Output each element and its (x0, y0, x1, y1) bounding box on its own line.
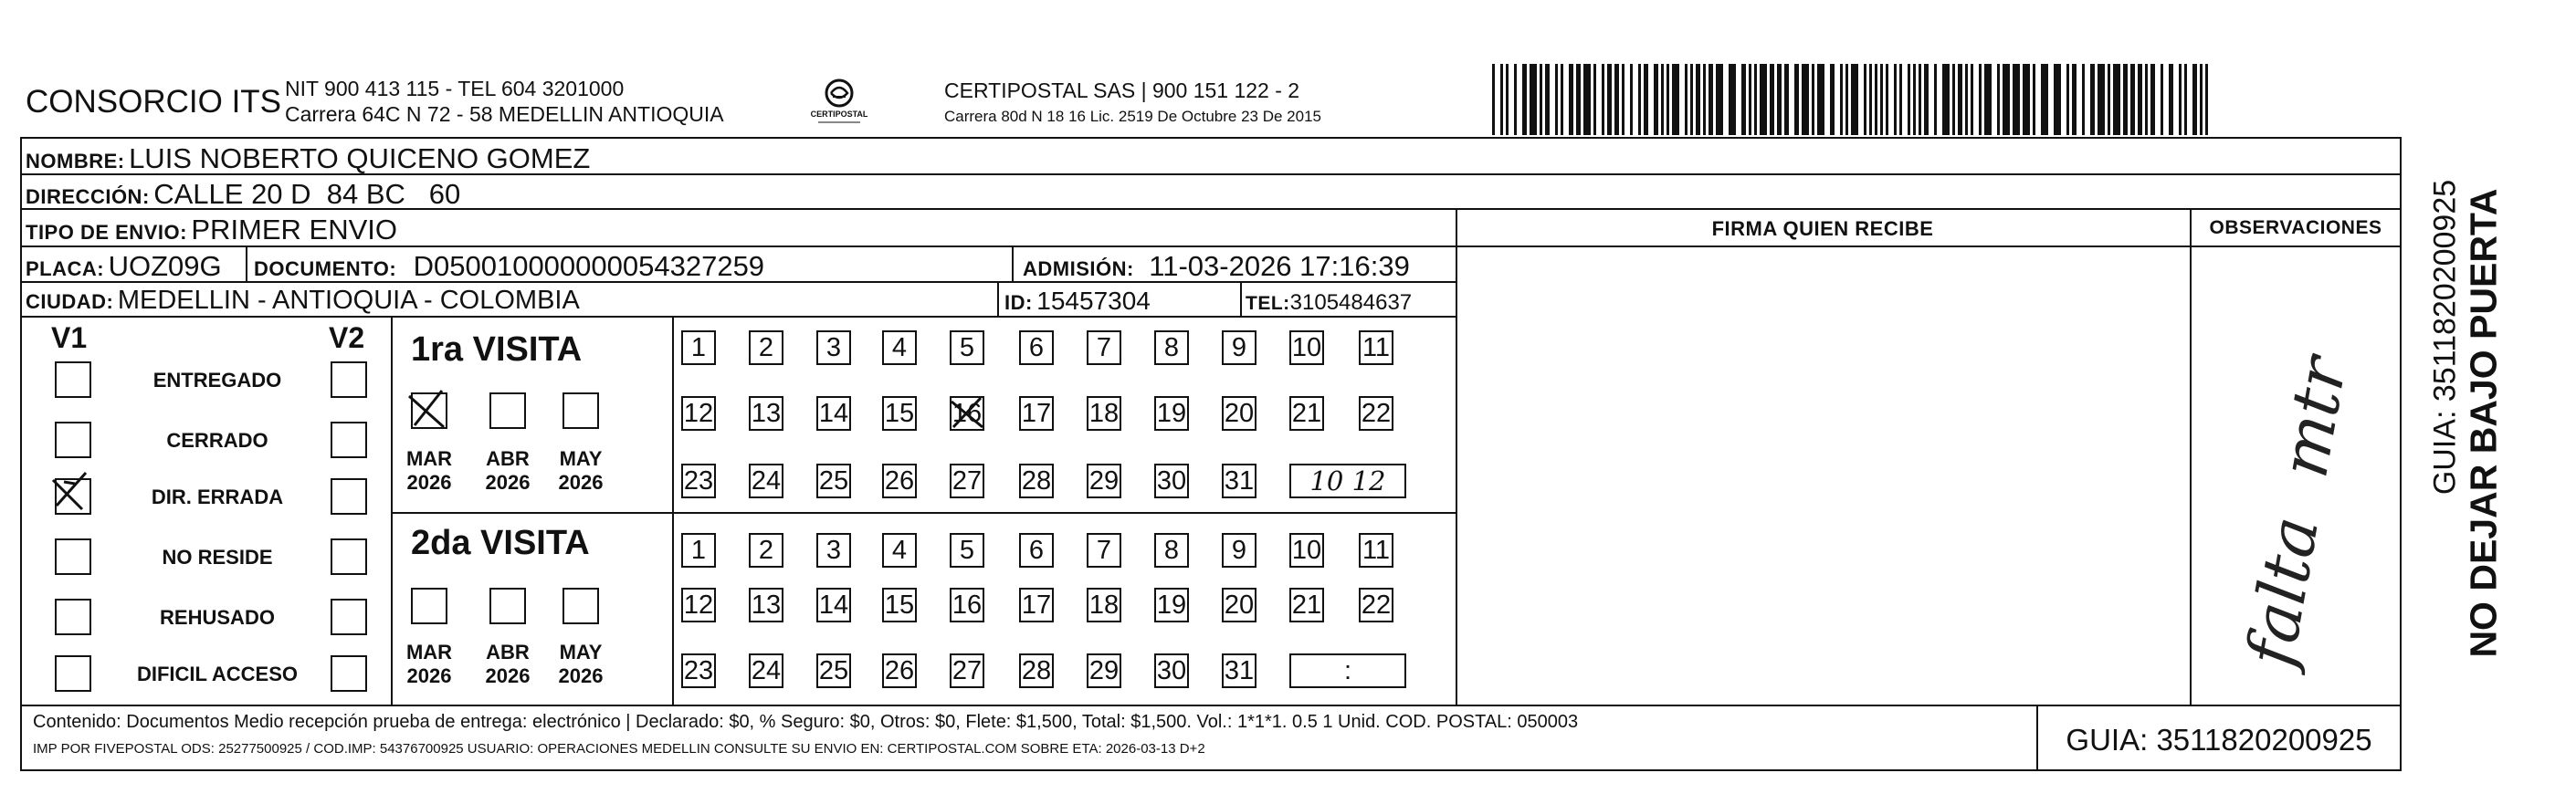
firma-header: FIRMA QUIEN RECIBE (1711, 217, 1934, 240)
barcode-bar (1614, 64, 1619, 135)
day-box[interactable]: 6 (1019, 330, 1054, 365)
day-box[interactable]: 2 (749, 330, 783, 365)
day-box[interactable]: 14 (816, 588, 851, 622)
barcode-bar (1812, 64, 1814, 135)
day-box[interactable]: 4 (882, 533, 917, 568)
barcode-bar (2184, 64, 2187, 135)
company-line-2: Carrera 64C N 72 - 58 MEDELLIN ANTIOQUIA (285, 102, 724, 126)
day-box[interactable]: 31 (1222, 653, 1256, 688)
day-box[interactable]: 8 (1154, 330, 1189, 365)
tipo-label: TIPO DE ENVIO: (26, 221, 187, 244)
month-checkbox-may[interactable] (563, 392, 599, 429)
documento-cell (254, 250, 764, 283)
day-box[interactable]: 1 (681, 330, 716, 365)
day-box[interactable]: 15 (882, 396, 917, 431)
placa-value: UOZ09G (108, 250, 222, 282)
barcode-bar (1685, 64, 1688, 135)
barcode-bar (2192, 64, 2197, 135)
barcode-bar (1869, 64, 1872, 135)
tipo-row (26, 214, 397, 246)
status-option-label: DIFICIL ACCESO (136, 663, 298, 685)
day-box[interactable]: 7 (1087, 533, 1121, 568)
month-year: 2026 (558, 471, 604, 494)
day-box[interactable]: 4 (882, 330, 917, 365)
barcode-bar (1880, 64, 1883, 135)
nombre-value: LUIS NOBERTO QUICENO GOMEZ (129, 142, 591, 174)
day-box[interactable]: 20 (1222, 396, 1256, 431)
barcode-bar (1709, 64, 1713, 135)
barcode-bar (1965, 64, 1968, 135)
barcode-bar (1830, 64, 1835, 135)
day-box[interactable]: 21 (1289, 396, 1324, 431)
day-box[interactable]: 3 (816, 330, 851, 365)
v2-checkbox[interactable] (331, 361, 367, 398)
month-label (478, 447, 537, 495)
v1-checkbox[interactable] (55, 361, 91, 398)
month-checkbox-mar[interactable] (411, 392, 447, 429)
id-label: ID: (1004, 291, 1033, 314)
v2-header: V2 (329, 321, 365, 354)
barcode-bar (2150, 64, 2155, 135)
barcode-bar (1555, 64, 1558, 135)
barcode-bar (1622, 64, 1624, 135)
barcode-bar (1794, 64, 1799, 135)
barcode-bar (1540, 64, 1542, 135)
barcode-bar (1716, 64, 1723, 135)
day-box[interactable]: 29 (1087, 653, 1121, 688)
barcode-bar (1908, 64, 1910, 135)
barcode-bar (1760, 64, 1767, 135)
barcode-bar (2033, 64, 2035, 135)
day-box[interactable]: 29 (1087, 464, 1121, 498)
barcode-bar (1749, 64, 1751, 135)
side-warning (2405, 146, 2570, 694)
barcode-bar (1971, 64, 1973, 135)
barcode-bar (1817, 64, 1824, 135)
barcode-bar (1500, 64, 1503, 135)
status-option-label: NO RESIDE (162, 546, 273, 569)
barcode-bar (1729, 64, 1736, 135)
handwritten-observation (2201, 274, 2392, 675)
footer-guia: GUIA: 3511820200925 (2066, 723, 2372, 757)
day-box[interactable]: 12 (681, 588, 716, 622)
tel-label: TEL: (1246, 293, 1290, 314)
barcode-bar (1696, 64, 1700, 135)
barcode-bar (2098, 64, 2105, 135)
day-box[interactable]: 11 (1359, 533, 1393, 568)
barcode-bar (2138, 64, 2142, 135)
v1-checkbox[interactable] (55, 422, 91, 458)
barcode-bar (1661, 64, 1664, 135)
v2-checkbox[interactable] (331, 538, 367, 575)
barcode-bar (2023, 64, 2030, 135)
month-year: 2026 (406, 471, 452, 494)
footer-line-1: Contenido: Documentos Medio recepción prueba de entrega: electrónico | Declarado: $0, % Seguro: $0, Otros: $0, Flete: $1,500, Total: $1,500. Vol.: 1*1*1. 0.5 1 Unid. COD. POSTAL: 050003 (33, 712, 1579, 732)
barcode-bar (1894, 64, 1897, 135)
barcode-bar (1545, 64, 1550, 135)
barcode-bar (1875, 64, 1877, 135)
documento-value: D050010000000054327259 (413, 250, 765, 282)
barcode-bar (2090, 64, 2095, 135)
day-box[interactable]: 16 (950, 396, 984, 431)
barcode-bar (1630, 64, 1633, 135)
barcode-bar (1997, 64, 2000, 135)
barcode-bar (1958, 64, 1962, 135)
barcode-bar (1770, 64, 1774, 135)
barcode-bar (2072, 64, 2077, 135)
barcode-bar (2066, 64, 2069, 135)
documento-label: DOCUMENTO: (254, 257, 397, 280)
company-line-1: NIT 900 413 115 - TEL 604 3201000 (285, 77, 625, 100)
barcode-bar (2041, 64, 2048, 135)
month-name: ABR (486, 641, 530, 663)
barcode-bar (1667, 64, 1669, 135)
month-label (552, 641, 610, 688)
barcode-bar (1777, 64, 1782, 135)
day-box[interactable]: 27 (950, 653, 984, 688)
day-box[interactable]: 9 (1222, 330, 1256, 365)
time-field[interactable]: 10 12 (1289, 464, 1406, 498)
month-checkbox-abr[interactable] (489, 392, 526, 429)
month-name: ABR (486, 447, 530, 470)
barcode-bar (2200, 64, 2203, 135)
id-value: 15457304 (1036, 287, 1151, 315)
v1-header: V1 (51, 321, 88, 354)
barcode (1492, 64, 2223, 137)
barcode-bar (1561, 64, 1563, 135)
nombre-row (26, 142, 590, 175)
barcode-bar (2003, 64, 2010, 135)
month-checkbox-abr[interactable] (489, 588, 526, 624)
admision-label: ADMISIÓN: (1023, 257, 1134, 280)
barcode-bar (1593, 64, 1596, 135)
day-box[interactable]: 17 (1019, 588, 1054, 622)
tipo-value: PRIMER ENVIO (191, 214, 398, 246)
day-box[interactable]: 14 (816, 396, 851, 431)
day-box[interactable]: 25 (816, 653, 851, 688)
cross-mark-icon (950, 396, 984, 431)
day-box[interactable]: 26 (882, 464, 917, 498)
v1-checkbox[interactable] (55, 538, 91, 575)
barcode-bar (1583, 64, 1591, 135)
barcode-bar (1919, 64, 1921, 135)
day-box[interactable]: 13 (749, 588, 783, 622)
day-box[interactable]: 28 (1019, 464, 1054, 498)
barcode-bar (1690, 64, 1693, 135)
barcode-bar (1924, 64, 1929, 135)
status-option-label: DIR. ERRADA (151, 486, 284, 508)
day-box[interactable]: 19 (1154, 588, 1189, 622)
day-box[interactable]: 18 (1087, 588, 1121, 622)
nombre-label: NOMBRE: (26, 150, 125, 172)
carrier-line-1: CERTIPOSTAL SAS | 900 151 122 - 2 (944, 78, 1300, 102)
day-box[interactable]: 15 (882, 588, 917, 622)
barcode-bar (1576, 64, 1581, 135)
day-box[interactable]: 28 (1019, 653, 1054, 688)
day-box[interactable]: 10 (1289, 330, 1324, 365)
barcode-bar (1979, 64, 1982, 135)
month-name: MAY (559, 641, 603, 663)
barcode-bar (1942, 64, 1950, 135)
barcode-bar (1654, 64, 1658, 135)
day-box[interactable]: 24 (749, 464, 783, 498)
company-name: CONSORCIO ITS (26, 84, 282, 120)
footer-line-2: IMP POR FIVEPOSTAL ODS: 25277500925 / COD.IMP: 54376700925 USUARIO: OPERACIONES MEDELLIN CONSULTE SU ENVIO EN: CERTIPOSTAL.COM SOBRE ETA: 2026-03-13 D+2 (33, 741, 1205, 757)
status-option-label: REHUSADO (160, 606, 275, 629)
barcode-bar (1644, 64, 1648, 135)
status-option-label: ENTREGADO (152, 369, 282, 392)
carrier-line-2: Carrera 80d N 18 16 Lic. 2519 De Octubre 23 De 2015 (944, 108, 1321, 125)
handwritten-text: falta mtr (2231, 351, 2361, 673)
barcode-bar (2054, 64, 2061, 135)
day-box[interactable]: 22 (1359, 588, 1393, 622)
placa-label: PLACA: (26, 257, 105, 280)
barcode-bar (1952, 64, 1955, 135)
day-box[interactable]: 5 (950, 533, 984, 568)
certipostal-logo (809, 77, 869, 128)
month-label (552, 447, 610, 495)
day-box[interactable]: 11 (1359, 330, 1393, 365)
v2-checkbox[interactable] (331, 422, 367, 458)
check-mark-icon (51, 475, 88, 511)
day-box[interactable]: 23 (681, 464, 716, 498)
barcode-bar (1638, 64, 1641, 135)
visit-2-title: 2da VISITA (411, 524, 590, 562)
day-box[interactable]: 10 (1289, 533, 1324, 568)
month-label (400, 641, 458, 688)
admision-cell (1023, 250, 1410, 283)
barcode-bar (2082, 64, 2085, 135)
month-name: MAR (405, 641, 453, 663)
month-name: MAR (405, 447, 453, 470)
month-year: 2026 (485, 471, 531, 494)
day-box[interactable]: 22 (1359, 396, 1393, 431)
day-box[interactable]: 17 (1019, 396, 1054, 431)
status-option-label: CERRADO (166, 429, 268, 452)
v2-checkbox[interactable] (331, 478, 367, 515)
day-box[interactable]: 7 (1087, 330, 1121, 365)
v1-checkbox[interactable] (55, 478, 91, 515)
day-box[interactable]: 25 (816, 464, 851, 498)
barcode-bar (2123, 64, 2128, 135)
side-guia: GUIA: 3511820200925 (2427, 179, 2463, 496)
day-box[interactable]: 24 (749, 653, 783, 688)
day-box[interactable]: 31 (1222, 464, 1256, 498)
ciudad-label: CIUDAD: (26, 290, 114, 313)
barcode-bar (2130, 64, 2135, 135)
day-box[interactable]: 5 (950, 330, 984, 365)
barcode-bar (2145, 64, 2148, 135)
day-box[interactable]: 30 (1154, 464, 1189, 498)
barcode-bar (1741, 64, 1746, 135)
barcode-bar (1864, 64, 1866, 135)
month-year: 2026 (406, 664, 452, 687)
logo-text: CERTIPOSTAL (810, 110, 868, 119)
month-year: 2026 (558, 664, 604, 687)
day-box[interactable]: 2 (749, 533, 783, 568)
barcode-bar (2179, 64, 2182, 135)
time-field[interactable]: : (1289, 653, 1406, 688)
barcode-bar (1602, 64, 1604, 135)
barcode-bar (1784, 64, 1789, 135)
day-box[interactable]: 21 (1289, 588, 1324, 622)
barcode-bar (1984, 64, 1992, 135)
direccion-value: CALLE 20 D 84 BC 60 (153, 178, 461, 210)
day-box[interactable]: 13 (749, 396, 783, 431)
barcode-bar (1754, 64, 1757, 135)
day-box[interactable]: 16 (950, 588, 984, 622)
v2-checkbox[interactable] (331, 599, 367, 635)
direccion-label: DIRECCIÓN: (26, 185, 150, 208)
tel-value: 3105484637 (1289, 290, 1413, 315)
barcode-bar (1569, 64, 1573, 135)
day-box[interactable]: 23 (681, 653, 716, 688)
day-box[interactable]: 27 (950, 464, 984, 498)
side-title: NO DEJAR BAJO PUERTA (2462, 188, 2505, 658)
barcode-bar (1703, 64, 1706, 135)
day-box[interactable]: 19 (1154, 396, 1189, 431)
direccion-row (26, 178, 460, 211)
id-cell (1004, 287, 1151, 316)
day-box[interactable]: 18 (1087, 396, 1121, 431)
barcode-bar (1522, 64, 1527, 135)
barcode-bar (1672, 64, 1679, 135)
visit-1-title: 1ra VISITA (411, 330, 583, 369)
barcode-bar (1899, 64, 1902, 135)
tel-cell (1246, 290, 1412, 316)
day-box[interactable]: 3 (816, 533, 851, 568)
day-box[interactable]: 6 (1019, 533, 1054, 568)
month-label (478, 641, 537, 688)
observaciones-header: OBSERVACIONES (2209, 217, 2382, 238)
barcode-bar (1514, 64, 1517, 135)
placa-cell (26, 250, 222, 283)
month-year: 2026 (485, 664, 531, 687)
barcode-bar (1492, 64, 1495, 135)
barcode-bar (2108, 64, 2110, 135)
v1-checkbox[interactable] (55, 655, 91, 692)
barcode-bar (2169, 64, 2173, 135)
day-box[interactable]: 26 (882, 653, 917, 688)
barcode-bar (1840, 64, 1843, 135)
day-box[interactable]: 12 (681, 396, 716, 431)
barcode-bar (2161, 64, 2163, 135)
v1-checkbox[interactable] (55, 599, 91, 635)
day-box[interactable]: 20 (1222, 588, 1256, 622)
day-box[interactable]: 9 (1222, 533, 1256, 568)
month-name: MAY (559, 447, 603, 470)
barcode-bar (1845, 64, 1848, 135)
month-checkbox-may[interactable] (563, 588, 599, 624)
day-box[interactable]: 8 (1154, 533, 1189, 568)
month-checkbox-mar[interactable] (411, 588, 447, 624)
admision-value: 11-03-2026 17:16:39 (1149, 250, 1410, 282)
barcode-bar (1802, 64, 1809, 135)
ciudad-cell (26, 286, 580, 316)
barcode-bar (1934, 64, 1937, 135)
ciudad-value: MEDELLIN - ANTIOQUIA - COLOMBIA (117, 286, 580, 315)
barcode-bar (1913, 64, 1916, 135)
barcode-bar (1607, 64, 1612, 135)
check-mark-icon (409, 391, 446, 427)
v2-checkbox[interactable] (331, 655, 367, 692)
barcode-bar (2113, 64, 2120, 135)
barcode-bar (1851, 64, 1858, 135)
barcode-bar (2013, 64, 2020, 135)
day-box[interactable]: 30 (1154, 653, 1189, 688)
barcode-bar (2205, 64, 2208, 135)
barcode-bar (1506, 64, 1509, 135)
day-box[interactable]: 1 (681, 533, 716, 568)
barcode-bar (1886, 64, 1888, 135)
month-label (400, 447, 458, 495)
barcode-bar (1530, 64, 1537, 135)
